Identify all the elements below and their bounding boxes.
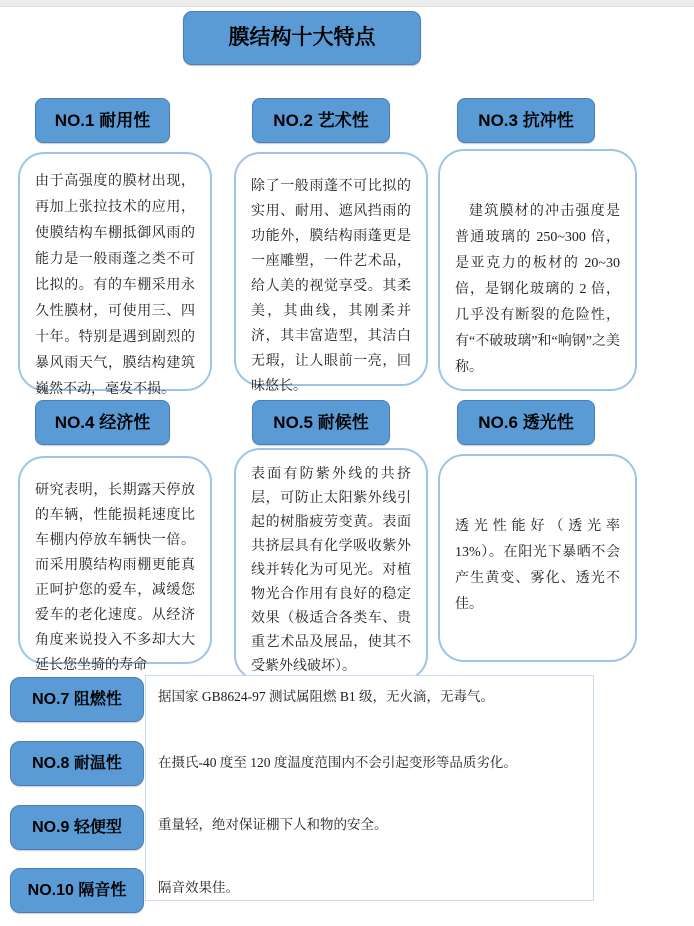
feature-5-card: 表面有防紫外线的共挤层，可防止太阳紫外线引起的树脂疲劳变黄。表面共挤层具有化学吸收紫外线并转化为可见光。对植物光合作用有良好的稳定效果（极适合各类车、贵重艺术品及展品，使其不受紫外线破坏）。	[234, 448, 428, 681]
feature-5-heading: NO.5 耐候性	[252, 400, 390, 445]
feature-8-text: 在摄氏-40 度至 120 度温度范围内不会引起变形等品质劣化。	[158, 755, 517, 770]
feature-3-card: 建筑膜材的冲击强度是普通玻璃的 250~300 倍，是亚克力的板材的 20~30 倍，是钢化玻璃的 2 倍，几乎没有断裂的危险性，有“不破玻璃”和“响钢”之美称。	[438, 149, 637, 391]
feature-3-heading: NO.3 抗冲性	[457, 98, 595, 143]
feature-1-card: 由于高强度的膜材出现，再加上张拉技术的应用，使膜结构车棚抵御风雨的能力是一般雨蓬之类不可比拟的。有的车棚采用永久性膜材，可使用三、四十年。特别是遇到剧烈的暴风雨天气，膜结构建筑巍然不动，毫发不损。	[18, 152, 212, 391]
feature-4-heading: NO.4 经济性	[35, 400, 170, 445]
feature-1-heading: NO.1 耐用性	[35, 98, 170, 143]
feature-2-heading: NO.2 艺术性	[252, 98, 390, 143]
feature-4-card: 研究表明，长期露天停放的车辆，性能损耗速度比车棚内停放车辆快一倍。而采用膜结构雨棚更能真正呵护您的爱车，减缓您爱车的老化速度。从经济角度来说投入不多却大大延长您坐骑的寿命	[18, 456, 212, 664]
feature-10-text: 隔音效果佳。	[158, 880, 239, 895]
feature-7-text: 据国家 GB8624-97 测试属阻燃 B1 级，无火滴，无毒气。	[158, 689, 495, 704]
page-title: 膜结构十大特点	[183, 11, 421, 65]
feature-7-heading: NO.7 阻燃性	[10, 677, 144, 722]
feature-2-card: 除了一般雨蓬不可比拟的实用、耐用、遮风挡雨的功能外，膜结构雨蓬更是一座雕塑，一件艺术品，给人美的视觉享受。其柔美，其曲线，其刚柔并济，其丰富造型，其洁白无瑕，让人眼前一亮，回味悠长。	[234, 152, 428, 386]
feature-9-heading: NO.9 轻便型	[10, 805, 144, 850]
feature-6-heading: NO.6 透光性	[457, 400, 595, 445]
feature-9-text: 重量轻，绝对保证棚下人和物的安全。	[158, 817, 388, 832]
feature-8-heading: NO.8 耐温性	[10, 741, 144, 786]
bottom-features-panel	[145, 675, 594, 901]
top-window-edge	[0, 0, 694, 7]
feature-10-heading: NO.10 隔音性	[10, 868, 144, 913]
feature-6-card: 透光性能好（透光率 13%）。在阳光下暴晒不会产生黄变、雾化、透光不佳。	[438, 454, 637, 662]
